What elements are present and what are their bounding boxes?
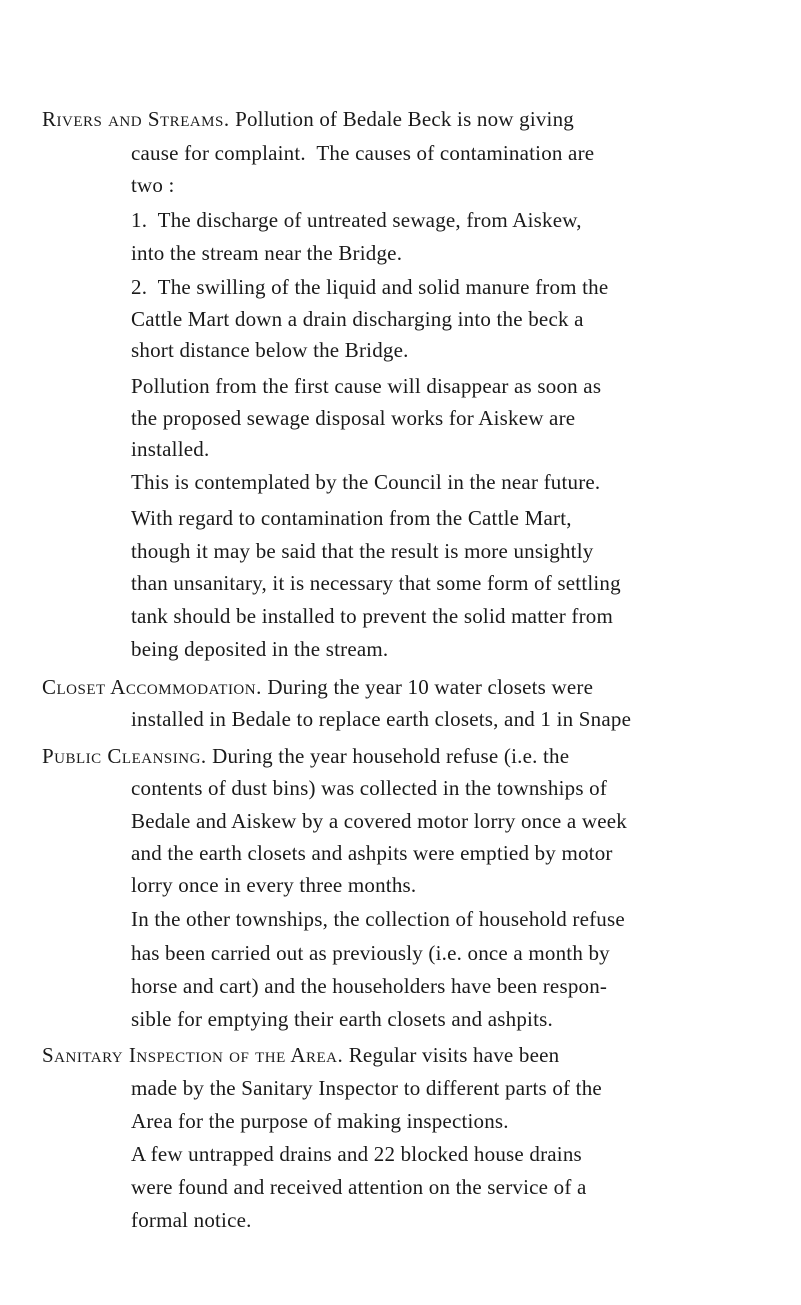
paragraph-line: and the earth closets and ashpits were emptied by motor (131, 841, 613, 865)
paragraph-line: During the year household refuse (i.e. the (212, 744, 570, 768)
paragraph-line: tank should be installed to prevent the solid matter from (131, 604, 614, 628)
paragraph-line: With regard to contamination from the Cattle Mart, (131, 506, 572, 530)
paragraph-line: though it may be said that the result is more unsightly (131, 539, 594, 563)
paragraph-line: has been carried out as previously (i.e. once a month by (131, 941, 610, 965)
paragraph-line: Area for the purpose of making inspections. (131, 1109, 509, 1133)
paragraph-line: being deposited in the stream. (131, 637, 389, 661)
section-heading: Public Cleansing. (42, 744, 207, 768)
paragraph-line: cause for complaint. The causes of contamination are (131, 141, 595, 165)
paragraph-line: formal notice. (131, 1208, 252, 1232)
rivers-first-line (42, 106, 574, 132)
paragraph-line: made by the Sanitary Inspector to different parts of the (131, 1076, 602, 1100)
list-item: 1. The discharge of untreated sewage, from Aiskew, (131, 208, 582, 232)
closet-first-line (42, 674, 593, 700)
paragraph-line: installed in Bedale to replace earth closets, and 1 in Snape (131, 707, 632, 731)
paragraph-line: than unsanitary, it is necessary that some form of settling (131, 571, 621, 595)
section-heading: Closet Accommodation. (42, 675, 262, 699)
paragraph-line: horse and cart) and the householders have been respon- (131, 974, 608, 998)
paragraph-line: into the stream near the Bridge. (131, 241, 403, 265)
paragraph-line: Cattle Mart down a drain discharging into the beck a (131, 307, 584, 331)
section-heading: Sanitary Inspection of the Area. (42, 1043, 344, 1067)
paragraph-line: contents of dust bins) was collected in the townships of (131, 776, 608, 800)
paragraph-line: During the year 10 water closets were (267, 675, 594, 699)
paragraph-line: Pollution from the first cause will disappear as soon as (131, 374, 602, 398)
list-item: 2. The swilling of the liquid and solid manure from the (131, 275, 609, 299)
paragraph-line: were found and received attention on the service of a (131, 1175, 587, 1199)
paragraph-line: In the other townships, the collection of household refuse (131, 907, 625, 931)
paragraph-line: installed. (131, 437, 210, 461)
paragraph-line: short distance below the Bridge. (131, 338, 409, 362)
paragraph-line: sible for emptying their earth closets and ashpits. (131, 1007, 553, 1031)
paragraph-line: Pollution of Bedale Beck is now giving (235, 107, 574, 131)
sanitary-first-line (42, 1042, 559, 1068)
paragraph-line: This is contemplated by the Council in the near future. (131, 470, 601, 494)
paragraph-line: two : (131, 173, 175, 197)
paragraph-line: lorry once in every three months. (131, 873, 417, 897)
public-first-line (42, 743, 569, 769)
paragraph-line: Regular visits have been (348, 1043, 560, 1067)
paragraph-line: Bedale and Aiskew by a covered motor lorry once a week (131, 809, 627, 833)
section-heading: Rivers and Streams. (42, 107, 230, 131)
paragraph-line: the proposed sewage disposal works for Aiskew are (131, 406, 576, 430)
paragraph-line: A few untrapped drains and 22 blocked house drains (131, 1142, 582, 1166)
